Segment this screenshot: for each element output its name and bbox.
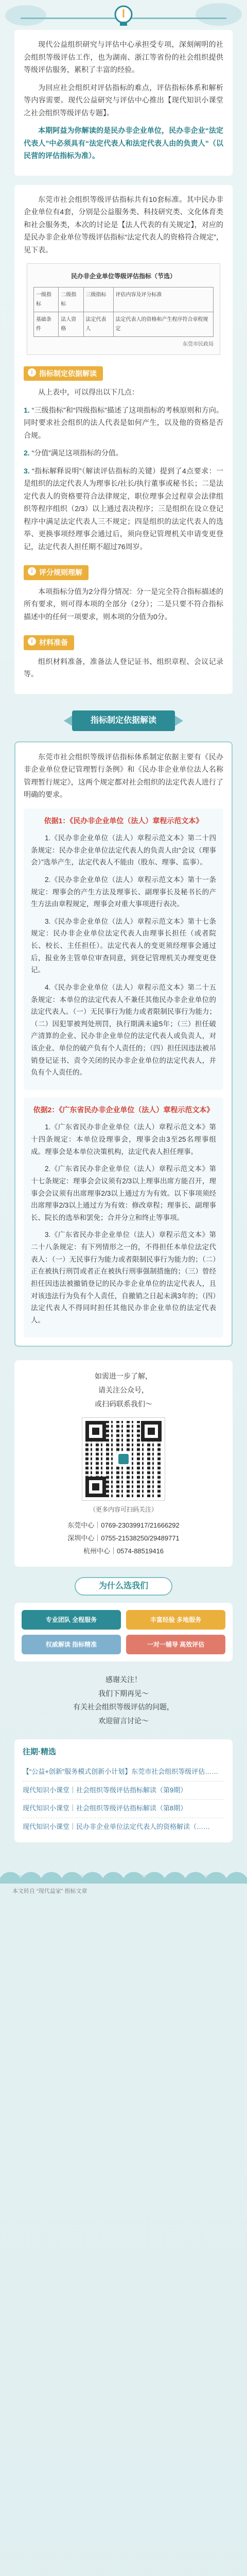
- case-box: [24, 1097, 223, 1338]
- qr-eye: [141, 1421, 162, 1442]
- why-item: 一对一辅导 高效评估: [126, 1635, 225, 1654]
- case-box: [24, 808, 223, 1090]
- doc-table: [33, 287, 214, 337]
- contact-text: 如需进一步了解， 请关注公众号， 或扫码联系我们～: [95, 1372, 152, 1408]
- info-icon: i: [28, 567, 36, 575]
- contact-list: [23, 1519, 224, 1557]
- rules-intro: 东莞市社会组织等级评估指标体系制定依据主要有《民办非企业单位登记管理暂行条例》和《民办非企业单位法人名称管理暂行规定》，这两个规定都对社会组织的法定代表人进行了明确的要求。: [24, 752, 223, 799]
- why-grid: [14, 1603, 233, 1662]
- intro-highlight: 本期阿益为你解读的是民办非企业单位，民办非企业“法定代表人”中必须具有“法定代表人和法定代表人由的负责人”（以民营的评估指标为准）。: [24, 126, 223, 160]
- qr-logo: [116, 1452, 131, 1466]
- thanks-line: 感谢关注！: [105, 1675, 142, 1684]
- table-cell: 法人资格: [59, 312, 83, 337]
- cloud-icon: [196, 3, 242, 26]
- case-paragraph: 3.《广东省民办非企业单位（法人）章程示范文本》第二十八条规定：有下列情形之一的，不得担任本单位法定代表人：（一）无民事行为能力或者限制民事行为能力的；（二）正在被执行刑罚或者正在被执行刑事强制措施的；（三）曾经担任因违法被撤销登记的民办非企业单位的法定代表人，且对该违法行为负有个人责任，自撤销之日起未满3年的；（四）法定代表人不得同时担任其他民办非企业单位的法定代表人。: [31, 1231, 216, 1324]
- table-row: [34, 312, 214, 337]
- contact-line[interactable]: 东莞中心｜0769-23039917/21666292: [67, 1521, 180, 1530]
- why-item: 专业团队 全程服务: [22, 1610, 121, 1630]
- table-cell: 法定代表人: [83, 312, 113, 337]
- section-tag: i 评分规则理解: [24, 565, 89, 580]
- intro-card: [14, 30, 233, 176]
- why-item: 权威解读 指标精准: [22, 1635, 121, 1654]
- case-paragraph: 2.《民办非企业单位（法人）章程示范文本》第十一条规定：理事会的产生方法及理事长、副理事长及秘书长的产生方法由章程规定，理事会对重大事项进行表决。: [31, 875, 216, 908]
- intro-paragraph: 现代公益组织研究与评估中心承担受专项，深刻阐明的社会组织等级评估工作，也为湖南、浙江等省份的社会组织提供等级评估服务，累积了丰富的经验。: [24, 40, 223, 74]
- qr-eye: [85, 1477, 106, 1497]
- recent-link[interactable]: 现代知识小课堂｜社会组织等级评估指标解读（第8期）: [23, 1800, 224, 1818]
- table-cell: 一级指标: [34, 287, 59, 312]
- contact-card: [14, 1360, 233, 1567]
- thanks-line: 有关社会组织等级评估的问题，: [73, 1703, 174, 1711]
- section-banner: 指标制定依据解读: [72, 710, 175, 731]
- table-cell: 评估内容及评分标准: [113, 287, 214, 312]
- qr-code[interactable]: [82, 1418, 165, 1500]
- doc-lead: 东莞市社会组织等级评估指标共有10套标准。其中民办非企业单位有4套，分别是公益服务类、科技研究类、文化体育类和社会服务类，本次的讨论是【法人代表的有关规定】，对应的是民办非企业单位等级评估指标“法定代表人的资格符合规定”，见下表。: [24, 195, 223, 254]
- qr-caption: （更多内容可扫码关注）: [89, 1506, 157, 1514]
- doc-image: [27, 263, 220, 355]
- why-item: 丰富经验 多地服务: [126, 1610, 225, 1630]
- list-item: 2. “分值”满足这项指标的分值。: [24, 449, 123, 457]
- thanks-line: 欢迎留言讨论～: [98, 1717, 149, 1725]
- list-item: 1. “三级指标”和“四级指标”描述了这项指标的考核原则和方向。同时要求社会组织的法人代表是如何产生，以及他的资格是否合规。: [24, 405, 224, 439]
- intro-paragraph: 为回应社会组织对评估指标的难点，评估指标体系和解析等内容需要。现代公益研究与评估中心推出【现代知识小课堂之社会组织等级评估专题】。: [24, 83, 223, 117]
- table-cell: 基础条件: [34, 312, 59, 337]
- section-paragraph: 从上表中，可以得出以下几点：: [38, 388, 139, 396]
- table-cell: 法定代表人的资格和产生程序符合章程规定: [113, 312, 214, 337]
- qr-eye: [85, 1421, 106, 1442]
- section-tag: i 指标制定依据解读: [24, 366, 103, 381]
- info-icon: i: [28, 368, 36, 377]
- why-title: 为什么选我们: [75, 1577, 172, 1596]
- contact-line[interactable]: 深圳中心｜0755-21538250/29489771: [67, 1534, 180, 1542]
- doc-excerpt-card: [14, 185, 233, 694]
- recent-heading: 往期·精选: [23, 1747, 56, 1756]
- thanks-line: 我们下期再见～: [98, 1689, 149, 1698]
- doc-footer: [33, 340, 214, 349]
- table-cell: 二级指标: [59, 287, 83, 312]
- recent-link[interactable]: 【“公益+创新”服务模式创新小计划】东莞市社会组织等级评估……: [23, 1763, 224, 1782]
- recent-link[interactable]: 现代知识小课堂｜社会组织等级评估指标解读（第9期）: [23, 1782, 224, 1800]
- header-decoration: [0, 0, 247, 30]
- wave-decoration: [0, 1853, 247, 1884]
- rules-card: [14, 741, 233, 1347]
- cloud-icon: [5, 5, 46, 26]
- info-icon: i: [28, 637, 36, 646]
- case-heading: 依据1：《民办非企业单位（法人）章程示范文本》: [44, 816, 203, 825]
- case-paragraph: 4.《民办非企业单位（法人）章程示范文本》第二十五条规定：本单位的法定代表人不兼任其他民办非企业单位的法定代表人。（一）无民事行为能力或者限制民事行为能力；（二）因犯罪被判处刑罚，执行期满未逾5年；（三）担任破产清算的企业、民办非企业单位的法定代表人或负责人，对该企业、单位的破产负有个人责任的；（四）担任因违法被吊销登记证书、责令关闭的民办非企业单位的法定代表人，并负有个人责任的。: [31, 983, 216, 1077]
- case-heading: 依据2：《广东省民办非企业单位（法人）章程示范文本》: [33, 1105, 214, 1114]
- contact-line[interactable]: 杭州中心｜0574-88519416: [83, 1547, 164, 1555]
- recent-link[interactable]: 现代知识小课堂｜民办非企业单位法定代表人的资格解读（……: [23, 1823, 210, 1831]
- table-row: [34, 287, 214, 312]
- case-paragraph: 1.《民办非企业单位（法人）章程示范文本》第二十四条规定：民办非企业单位法定代表人的负责人由“会议（理事会）”选举产生，法定代表人不能由（股东、理事、监事）。: [31, 834, 216, 867]
- case-paragraph: 1.《广东省民办非企业单位（法人）章程示范文本》第十四条规定：本单位设理事会，理事会由3至25名理事组成。理事会是本单位决策机构，法定代表人担任理事。: [31, 1123, 216, 1156]
- doc-footer-right: 东莞市民政局: [183, 342, 214, 347]
- case-paragraph: 3.《民办非企业单位（法人）章程示范文本》第十七条规定：民办非企业单位法定代表人由理事长担任（或者院长、校长、主任担任）。法定代表人的变更须经理事会通过后，报业务主管单位审查同意，到登记管理机关办理变更登记。: [31, 917, 216, 974]
- section-paragraph: 本项指标分值为2分得分情况：分一是完全符合指标描述的所有要求，则可得本项的全部分（2分）；二是只要不符合指标描述中的任何一项要求，则本项的分值为0分。: [24, 587, 223, 621]
- list-item: 3. “指标解释说明”（解读评估指标的关键）提到了4点要求：一是组织的法定代表人为理事长/社长/执行董事或秘书长；二是法定代表人的资格要符合法律规定，职位理事会过程章会法律组织等程序组织（2/3）以上通过表决程序；三是组织在设立登记程序中满足法定代表人三不规定；四是组织的法定代表人的选举、更换事项经理事会通过后，须向登记管理机关申请变更登记，法定代表人担任期不超过76周岁。: [24, 466, 224, 551]
- thanks-block: [14, 1673, 233, 1727]
- section-paragraph: 组织材料准备，准备法人登记证书、组织章程、会议记录等。: [24, 657, 223, 678]
- case-paragraph: 2.《广东省民办非企业单位（法人）章程示范文本》第十七条规定：理事会会议须有2/3以上理事出席方能召开，理事会会议须有出席理事2/3以上通过方为有效。以下事项须经出席理事2/3以上通过方为有效：修改章程；理事长、副理事长、院长的选举和罢免；合并分立和终止等事项。: [31, 1165, 216, 1222]
- table-cell: 三级指标: [83, 287, 113, 312]
- doc-title: 民办非企业单位等级评估指标（节选）: [70, 273, 176, 280]
- section-tag: i 材料准备: [24, 635, 74, 650]
- recent-posts: [14, 1739, 233, 1842]
- footer-note: 本文转自 “现代益家” 指标文章: [12, 1888, 87, 1894]
- lightbulb-icon: [103, 4, 144, 27]
